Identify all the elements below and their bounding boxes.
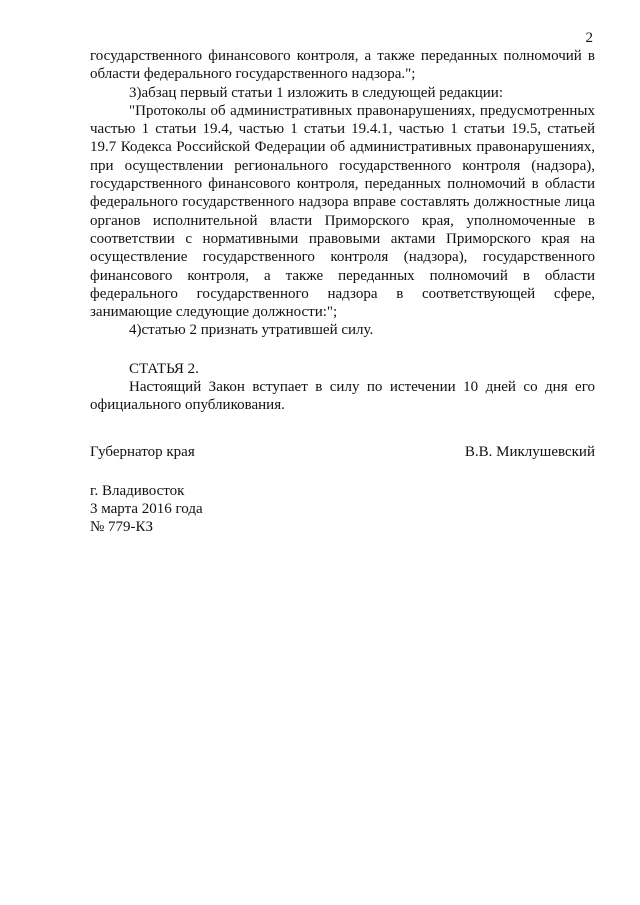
paragraph-continuation: государственного финансового контроля, а также переданных полномочий в области федерального государственного надзора."; [90, 48, 595, 83]
paragraph-quoted-text: "Протоколы об административных правонарушениях, предусмотренных частью 1 статьи 19.4, частью 1 статьи 19.4.1, частью 1 статьи 19.5, статьей 19.7 Кодекса Российской Федерации об административных правонарушениях, при осуществлении регионального государственного контроля (надзора), государственного финансового контроля, переданных полномочий в области федерального государственного надзора вправе составлять должностные лица органов исполнительной власти Приморского края, уполномоченные в соответствии с нормативными правовыми актами Приморского края на осуществление государственного контроля (надзора), государственного финансового контроля, а также переданных полномочий в области федерального государственного надзора в соответствующей сфере, занимающие следующие должности:"; [90, 102, 595, 321]
document-footer [90, 482, 203, 536]
document-body [90, 47, 595, 415]
signatory-position: Губернатор края [90, 444, 195, 460]
article-2-heading: СТАТЬЯ 2. [129, 360, 199, 377]
footer-city: г. Владивосток [90, 483, 185, 499]
signatory-name: В.В. Миклушевский [464, 444, 595, 460]
page-number: 2 [585, 30, 593, 46]
footer-date: 3 марта 2016 года [90, 501, 203, 517]
signature-row [90, 444, 595, 461]
footer-law-number: № 779-КЗ [90, 519, 154, 535]
article-2-text: Настоящий Закон вступает в силу по истечении 10 дней со дня его официального опубликования. [90, 379, 595, 414]
paragraph-amendment-4: 4)статью 2 признать утратившей силу. [129, 322, 374, 339]
paragraph-amendment-3: 3)абзац первый статьи 1 изложить в следующей редакции: [129, 84, 504, 101]
